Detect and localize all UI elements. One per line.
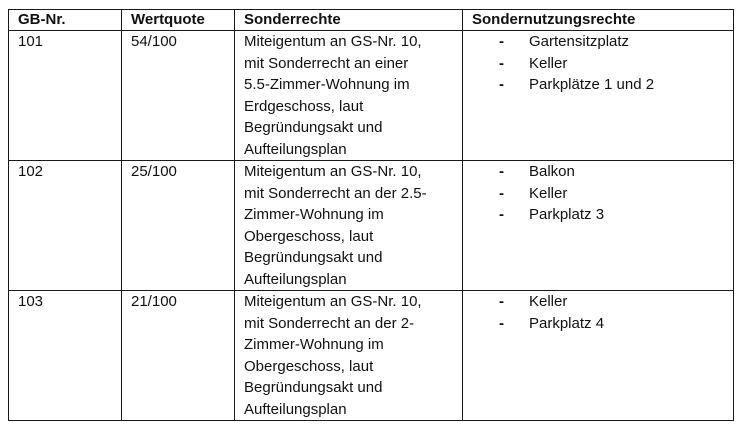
table-header-row [9,10,734,31]
cell-gb-nr: 103 [9,291,122,421]
list-item [499,183,727,205]
cell-wertquote: 21/100 [122,291,235,421]
header-wertquote: Wertquote [122,10,235,31]
list-item-label: Keller [529,54,568,72]
table-row [9,291,734,421]
cell-sondernutzungsrechte [463,31,734,161]
list-item [499,291,727,313]
cell-sonderrechte: Miteigentum an GS-Nr. 10, mit Sonderrecht an einer 5.5-Zimmer-Wohnung im Erdgeschoss, laut Begründungsakt und Aufteilungsplan [235,31,463,161]
list-item [499,161,727,183]
table-row [9,31,734,161]
bullet-dash: - [499,163,504,180]
cell-wertquote: 25/100 [122,161,235,291]
list-item-label: Keller [529,184,568,202]
rights-list [472,161,727,226]
list-item-label: Parkplatz 4 [529,314,605,332]
ownership-table [8,9,734,421]
bullet-dash: - [499,206,504,223]
list-item-label: Gartensitzplatz [529,33,630,50]
list-item-label: Parkplatz 3 [529,206,605,223]
cell-gb-nr: 101 [9,31,122,161]
cell-sondernutzungsrechte [463,291,734,421]
bullet-dash: - [499,293,504,310]
bullet-dash: - [499,33,504,50]
list-item [499,31,727,53]
bullet-dash: - [499,76,504,93]
header-sondernutzungsrechte: Sondernutzungsrechte [463,10,734,31]
cell-wertquote: 54/100 [122,31,235,161]
list-item-label: Parkplätze 1 und 2 [529,76,655,93]
header-sonderrechte: Sonderrechte [235,10,463,31]
list-item [499,74,727,96]
cell-sonderrechte: Miteigentum an GS-Nr. 10, mit Sonderrecht an der 2- Zimmer-Wohnung im Obergeschoss, laut Begründungsakt und Aufteilungsplan [235,291,463,421]
cell-gb-nr: 102 [9,161,122,291]
list-item-label: Keller [529,293,568,310]
list-item-label: Balkon [529,163,575,180]
list-item [499,53,727,75]
cell-sondernutzungsrechte [463,161,734,291]
list-item [499,204,727,226]
header-gb-nr: GB-Nr. [9,10,122,31]
cell-sonderrechte: Miteigentum an GS-Nr. 10, mit Sonderrecht an der 2.5- Zimmer-Wohnung im Obergeschoss, laut Begründungsakt und Aufteilungsplan [235,161,463,291]
rights-list [472,31,727,96]
list-item [499,313,727,335]
bullet-dash: - [499,314,504,332]
bullet-dash: - [499,184,504,202]
bullet-dash: - [499,54,504,72]
table-row [9,161,734,291]
rights-list [472,291,727,334]
